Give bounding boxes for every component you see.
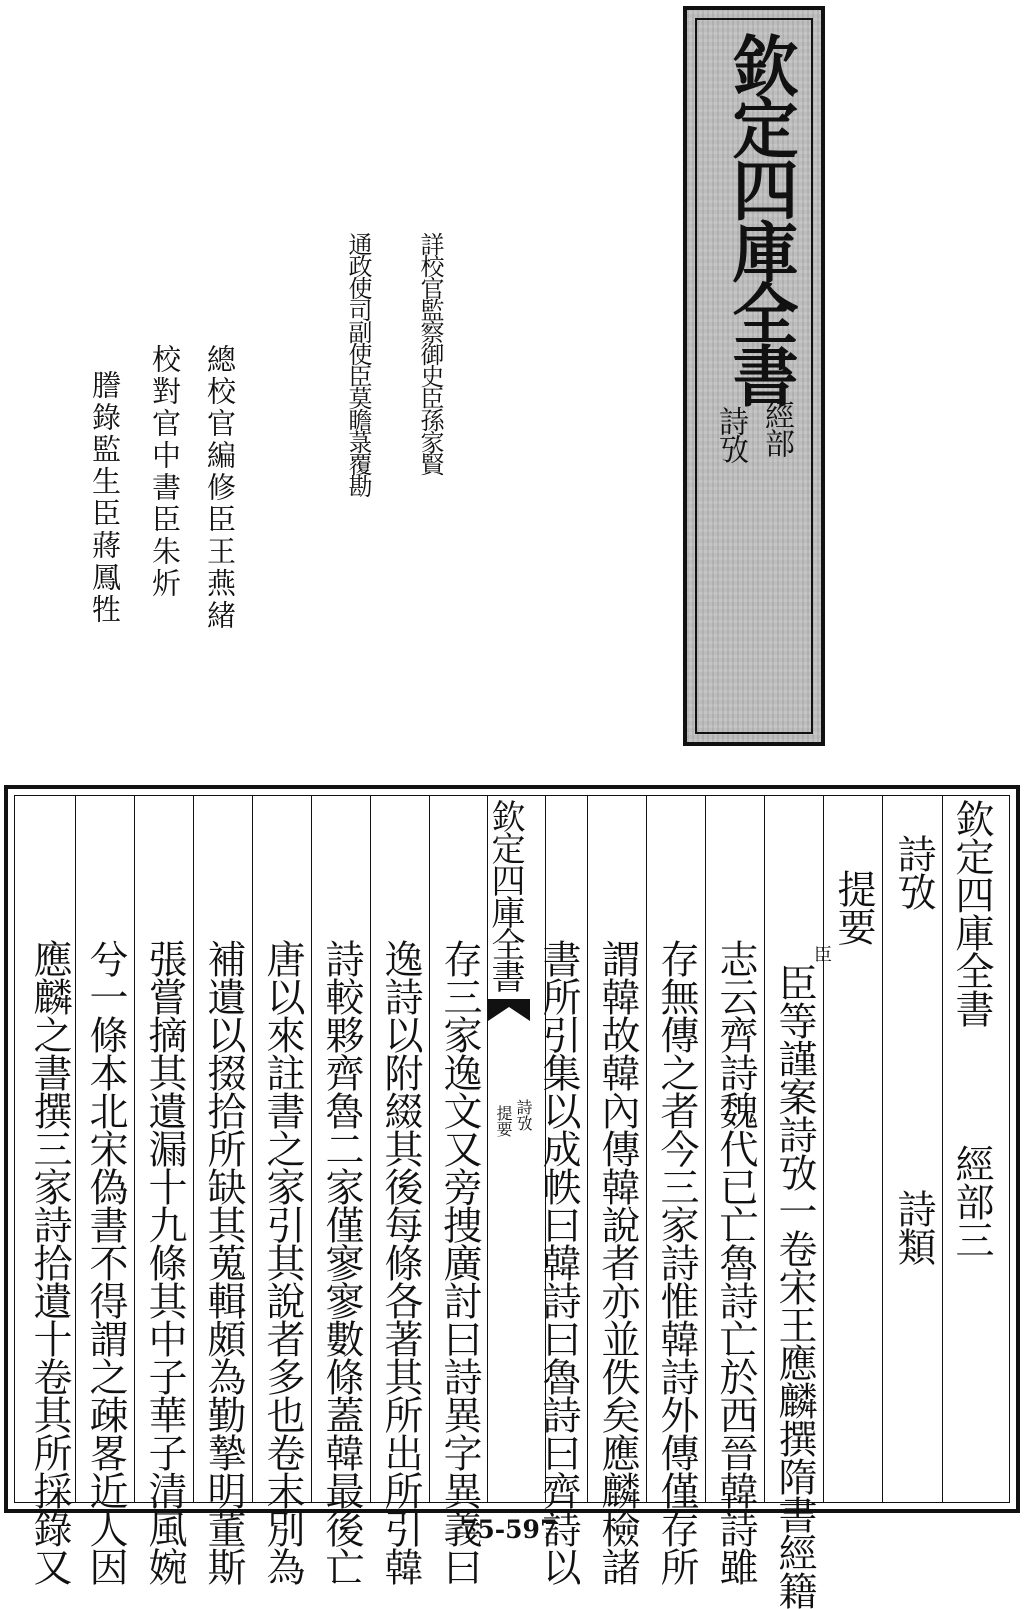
credit-chief-editor: 總校官編修臣王燕緒 — [203, 344, 237, 632]
body-column-11: 張嘗摘其遺漏十九條其中子華子清風婉 — [142, 939, 187, 1585]
body-column-8: 詩較夥齊魯二家僅寥寥數條蓋韓最後亡 — [319, 939, 364, 1585]
credit-collator: 校對官中書臣朱炘 — [148, 344, 182, 600]
body-column-13: 應麟之書撰三家詩拾遺十卷其所採錄又 — [27, 939, 72, 1585]
chen-marker: 臣 — [811, 945, 832, 963]
credit-reviewer: 通政使司副使臣莫瞻菉覆勘 — [344, 232, 372, 496]
credit-copyist: 謄錄監生臣蔣鳳牲 — [88, 370, 122, 626]
title-slip — [683, 6, 825, 746]
book-title: 詩攷 — [891, 834, 936, 910]
body-column-6: 存三家逸文又旁捜廣討曰詩異字異義曰 — [437, 939, 482, 1585]
body-column-10: 補遺以掇拾所缺其蒐輯頗為勤摯明董斯 — [201, 939, 246, 1585]
body-column-3: 存無傳之者今三家詩惟韓詩外傳僅存所 — [654, 939, 699, 1585]
banxin-title: 欽定四庫全書 — [485, 799, 525, 991]
fish-tail-mark — [488, 999, 530, 1021]
page-header-section: 經部三 — [949, 1144, 994, 1258]
body-column-12: 兮一條本北宋偽書不得謂之疎畧近人因 — [83, 939, 128, 1585]
body-column-7: 逸詩以附綴其後每條各著其所出所引韓 — [378, 939, 423, 1585]
page-header-title: 欽定四庫全書 — [949, 799, 994, 1027]
slip-book: 詩攷 — [713, 406, 748, 462]
body-column-2: 志云齊詩魏代已亡魯詩亡於西晉韓詩雖 — [713, 939, 758, 1585]
credit-detailed-proofreader: 詳校官監察御史臣孫家賢 — [416, 232, 444, 474]
banxin-section: 提要 — [494, 1105, 513, 1137]
banxin-book: 詩攷 — [514, 1099, 533, 1131]
abstract-label: 提要 — [831, 869, 876, 945]
page-number: 75-597 — [460, 1515, 558, 1544]
body-column-1: 臣等謹案詩攷一卷宋王應麟撰隋書經籍 — [772, 963, 817, 1609]
slip-title: 欽定四庫全書 — [721, 32, 799, 404]
body-column-4: 謂韓故韓內傳韓說者亦並佚矣應麟檢諸 — [595, 939, 640, 1585]
body-column-9: 唐以來註書之家引其說者多也卷末別為 — [260, 939, 305, 1585]
slip-section: 經部 — [759, 400, 794, 456]
category: 詩類 — [891, 1189, 936, 1265]
body-column-5: 書所引集以成帙曰韓詩曰魯詩曰齊詩以 — [536, 939, 581, 1585]
